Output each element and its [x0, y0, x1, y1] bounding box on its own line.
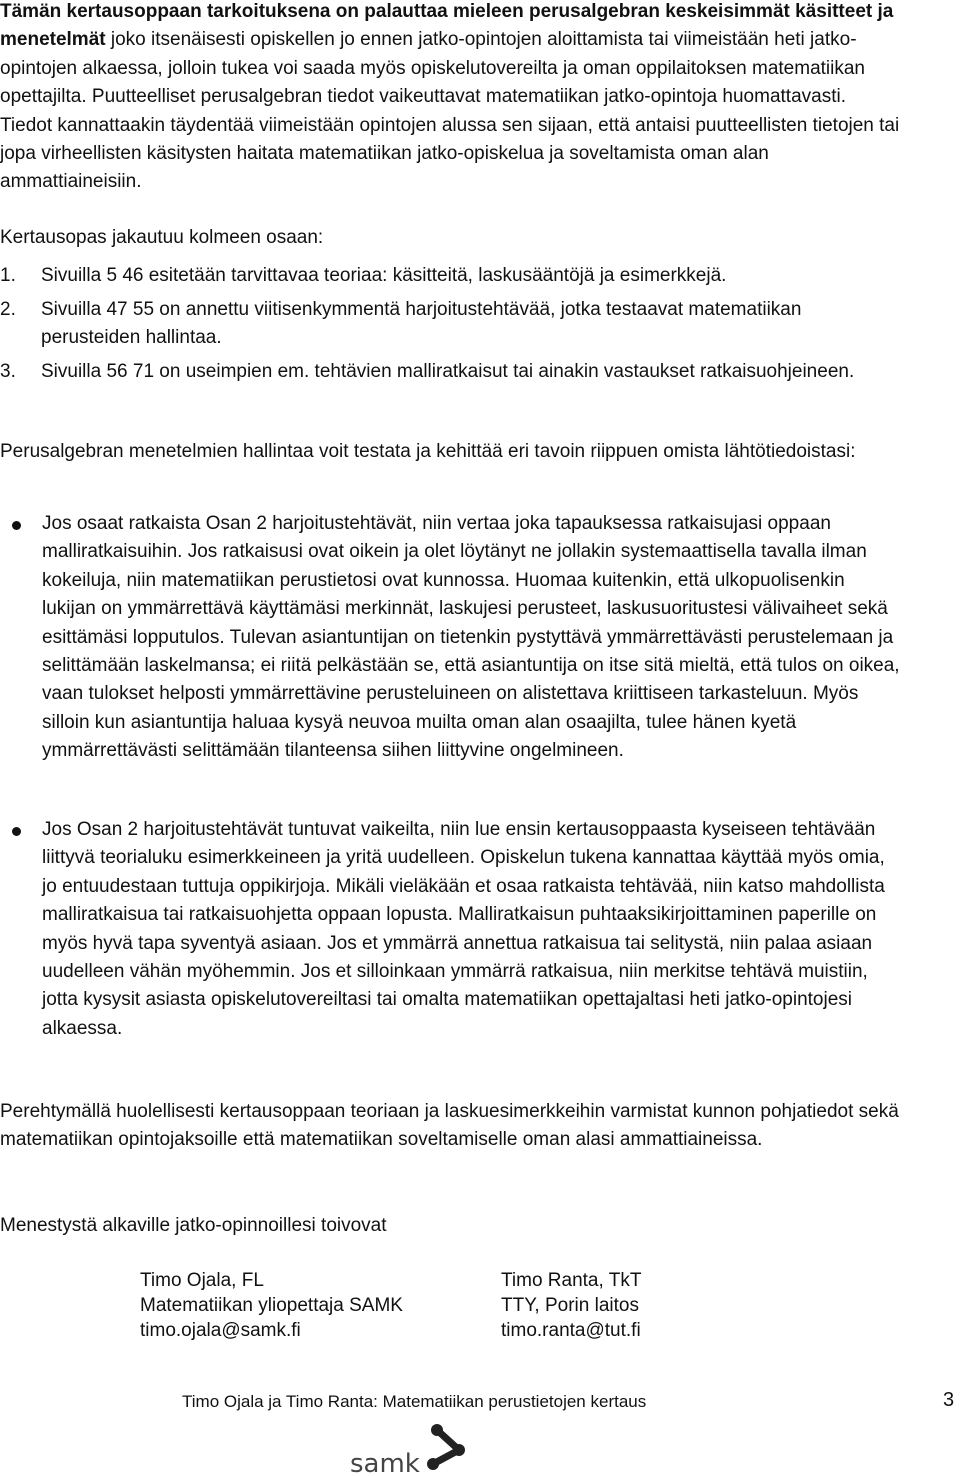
footer-text: Timo Ojala ja Timo Ranta: Matematiikan perustietojen kertaus — [182, 1392, 647, 1411]
parts-heading: Kertausopas jakautuu kolmeen osaan: — [0, 227, 324, 248]
signature-name: Timo Ojala, FL — [140, 1270, 264, 1291]
intro-paragraph — [0, 0, 900, 197]
signature-email[interactable]: timo.ranta@tut.fi — [501, 1320, 641, 1341]
bullet-dot-icon — [12, 521, 21, 530]
signature-title: TTY, Porin laitos — [501, 1295, 639, 1316]
signature-email[interactable]: timo.ojala@samk.fi — [140, 1320, 301, 1341]
list-item-text: Sivuilla 47 55 on annettu viitisenkymmentä harjoitustehtävää, jotka testaavat matematiikan perusteiden hallintaa. — [41, 299, 802, 349]
samk-logo-icon — [348, 1418, 478, 1476]
testing-paragraph: Perusalgebran menetelmien hallintaa voit testata ja kehittää eri tavoin riippuen omista lähtötiedoistasi: — [0, 441, 856, 462]
wishes-line: Menestystä alkaville jatko-opinnoillesi toivovat — [0, 1215, 387, 1236]
intro-bold-lead: Tämän kertausoppaan tarkoituksena on palauttaa mieleen perusalgebran keskeisimmät käsitteet ja menetelmät — [0, 1, 894, 51]
signature-ranta — [501, 1268, 641, 1343]
svg-text:samk: samk — [350, 1449, 420, 1476]
list-item-number: 2. — [0, 299, 16, 320]
signature-name: Timo Ranta, TkT — [501, 1270, 642, 1291]
intro-rest: joko itsenäisesti opiskellen jo ennen jatko-opintojen aloittamista tai viimeistään heti jatko-opintojen alkaessa, jolloin tukea voi saada myös opiskelutovereilta ja oman oppilaitoksen matematiikan opettajilta. Puutteelliset perusalgebran tiedot vaikeuttavat matematiikan jatko-opintoja huomattavasti. Tiedot kannattaakin täydentää viimeistään opintojen alussa sen sijaan, että antaisi puutteellisten tietojen tai jopa virheellisten käsitysten haitata matematiikan jatko-opiskelua ja soveltamista oman alan ammattiaineisiin. — [0, 29, 900, 193]
bullet-text: Jos Osan 2 harjoitustehtävät tuntuvat vaikeilta, niin lue ensin kertausoppaasta kyseiseen tehtävään liittyvä teorialuku esimerkkeineen ja yritä uudelleen. Opiskelun tukena kannattaa käyttää myös omia, jo entuudestaan tuttuja oppikirjoja. Mikäli vieläkään et osaa ratkaista tehtävää, niin katso mahdollista malliratkaisua tai ratkaisuohjetta oppaan lopusta. Malliratkaisun puhtaaksikirjoittaminen paperille on myös hyvä tapa syventyä asiaan. Jos et ymmärrä annettua ratkaisua tai selitystä, niin palaa asiaan uudelleen vähän myöhemmin. Jos et silloinkaan ymmärrä ratkaisua, niin merkitse tehtävä muistiin, jotta kysysit asiasta opiskelutovereiltasi tai omalta matematiikan opettajaltasi heti jatko-opintojesi alkaessa. — [42, 819, 885, 1039]
bullet-text: Jos osaat ratkaista Osan 2 harjoitustehtävät, niin vertaa joka tapauksessa ratkaisujasi oppaan malliratkaisuihin. Jos ratkaisusi ovat oikein ja olet löytänyt ne jollakin systemaattisella tavalla ilman kokeiluja, niin matematiikan perustietosi ovat kunnossa. Huomaa kuitenkin, että ulkopuolisenkin lukijan on ymmärrettävä käyttämäsi merkinnät, laskujesi perusteet, laskusuoritustesi välivaiheet sekä esittämäsi lopputulos. Tulevan asiantuntijan on tietenkin pystyttävä ymmärrettävästi perustelemaan ja selittämään laskelmansa; ei riitä pelkästään se, että asiantuntija on itse sitä mieltä, että tulos on oikea, vaan tulokset helposti ymmärrettävine perusteluineen on alistettava kriittiseen tarkasteluun. Myös silloin kun asiantuntija haluaa kysyä neuvoa muilta oman alan osaajilta, tulee hänen kyetä ymmärrettävästi selittämään tilanteensa siihen liittyvine ongelmineen. — [42, 513, 900, 762]
closing-paragraph: Perehtymällä huolellisesti kertausoppaan teoriaan ja laskuesimerkkeihin varmistat kunnon pohjatiedot sekä matematiikan opintojaksoille että matematiikan soveltamiselle oman alasi ammattiaineissa. — [0, 1101, 899, 1151]
list-item-number: 3. — [0, 361, 16, 382]
list-item-text: Sivuilla 56 71 on useimpien em. tehtävien malliratkaisut tai ainakin vastaukset ratkaisuohjeineen. — [41, 361, 855, 382]
page-number: 3 — [943, 1389, 955, 1411]
signature-title: Matematiikan yliopettaja SAMK — [140, 1295, 403, 1316]
bullet-dot-icon — [12, 827, 21, 836]
signature-ojala — [140, 1268, 403, 1343]
list-item-text: Sivuilla 5 46 esitetään tarvittavaa teoriaa: käsitteitä, laskusääntöjä ja esimerkkejä. — [41, 265, 727, 286]
list-item-number: 1. — [0, 265, 16, 286]
